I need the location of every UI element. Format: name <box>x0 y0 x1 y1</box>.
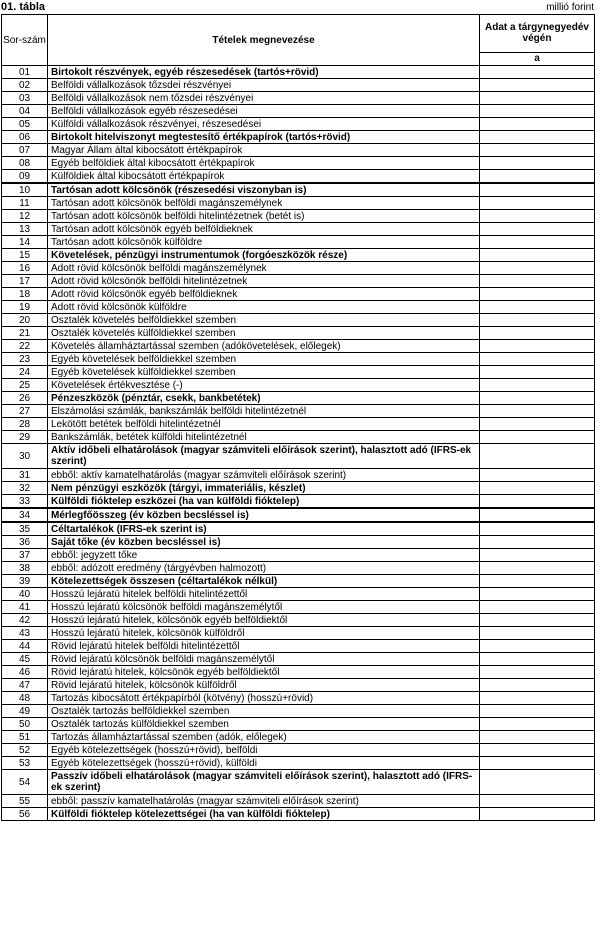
table-row <box>2 131 595 144</box>
row-number: 23 <box>2 353 48 366</box>
table-row <box>2 795 595 808</box>
value-cell[interactable] <box>480 666 595 679</box>
row-number: 19 <box>2 301 48 314</box>
row-label: Egyéb követelések belföldiekkel szemben <box>48 353 480 366</box>
row-label: Rövid lejáratú hitelek, kölcsönök egyéb belföldiektől <box>48 666 480 679</box>
row-number: 15 <box>2 249 48 262</box>
value-cell[interactable] <box>480 640 595 653</box>
table-row <box>2 495 595 509</box>
row-number: 12 <box>2 210 48 223</box>
value-cell[interactable] <box>480 379 595 392</box>
row-label: Céltartalékok (IFRS-ek szerint is) <box>48 522 480 536</box>
row-number: 20 <box>2 314 48 327</box>
value-cell[interactable] <box>480 275 595 288</box>
value-cell[interactable] <box>480 301 595 314</box>
table-row <box>2 157 595 170</box>
row-number: 06 <box>2 131 48 144</box>
row-label: Külföldiek által kibocsátott értékpapírok <box>48 170 480 184</box>
table-row <box>2 653 595 666</box>
row-label: Mérlegfőösszeg (év közben becsléssel is) <box>48 508 480 522</box>
value-cell[interactable] <box>480 366 595 379</box>
value-cell[interactable] <box>480 405 595 418</box>
row-number: 18 <box>2 288 48 301</box>
value-cell[interactable] <box>480 288 595 301</box>
unit-label: millió forint <box>546 2 594 13</box>
table-row <box>2 536 595 549</box>
table-row <box>2 340 595 353</box>
row-number: 31 <box>2 469 48 482</box>
row-number: 02 <box>2 79 48 92</box>
form-table <box>1 14 595 821</box>
table-row <box>2 379 595 392</box>
row-number: 04 <box>2 105 48 118</box>
row-label: Hosszú lejáratú kölcsönök belföldi magánszemélytől <box>48 601 480 614</box>
value-cell[interactable] <box>480 770 595 795</box>
row-label: Tartósan adott kölcsönök egyéb belföldieknek <box>48 223 480 236</box>
row-number: 56 <box>2 808 48 821</box>
value-cell[interactable] <box>480 795 595 808</box>
row-number: 30 <box>2 444 48 469</box>
row-label: Kötelezettségek összesen (céltartalékok nélkül) <box>48 575 480 588</box>
value-cell[interactable] <box>480 601 595 614</box>
value-cell[interactable] <box>480 431 595 444</box>
value-cell[interactable] <box>480 469 595 482</box>
table-row <box>2 692 595 705</box>
col-header-value: Adat a tárgynegyedév végén <box>480 15 595 53</box>
table-row <box>2 92 595 105</box>
row-number: 54 <box>2 770 48 795</box>
row-label: Tartozás államháztartással szemben (adók, előlegek) <box>48 731 480 744</box>
row-label: Adott rövid kölcsönök külföldre <box>48 301 480 314</box>
value-cell[interactable] <box>480 327 595 340</box>
value-cell[interactable] <box>480 223 595 236</box>
row-label: Elszámolási számlák, bankszámlák belföldi hitelintézetnél <box>48 405 480 418</box>
row-number: 52 <box>2 744 48 757</box>
table-row <box>2 353 595 366</box>
row-label: Osztalék tartozás belföldiekkel szemben <box>48 705 480 718</box>
value-cell[interactable] <box>480 575 595 588</box>
value-cell[interactable] <box>480 536 595 549</box>
table-row <box>2 275 595 288</box>
row-number: 37 <box>2 549 48 562</box>
row-label: Külföldi fióktelep kötelezettségei (ha van külföldi fióktelep) <box>48 808 480 821</box>
row-label: Tartósan adott kölcsönök külföldre <box>48 236 480 249</box>
value-cell[interactable] <box>480 562 595 575</box>
table-row <box>2 418 595 431</box>
value-cell[interactable] <box>480 718 595 731</box>
table-row <box>2 718 595 731</box>
row-label: Birtokolt részvények, egyéb részesedések (tartós+rövid) <box>48 66 480 79</box>
table-row <box>2 705 595 718</box>
value-cell[interactable] <box>480 495 595 509</box>
value-cell[interactable] <box>480 744 595 757</box>
table-row <box>2 679 595 692</box>
col-header-title: Tételek megnevezése <box>48 15 480 66</box>
row-number: 39 <box>2 575 48 588</box>
row-number: 21 <box>2 327 48 340</box>
value-cell[interactable] <box>480 588 595 601</box>
table-row <box>2 366 595 379</box>
value-cell[interactable] <box>480 314 595 327</box>
row-number: 34 <box>2 508 48 522</box>
value-cell[interactable] <box>480 627 595 640</box>
row-label: Nem pénzügyi eszközök (tárgyi, immateriális, készlet) <box>48 482 480 495</box>
row-label: Hosszú lejáratú hitelek, kölcsönök külföldről <box>48 627 480 640</box>
value-cell[interactable] <box>480 392 595 405</box>
row-label: Rövid lejáratú kölcsönök belföldi magánszemélytől <box>48 653 480 666</box>
table-row <box>2 170 595 184</box>
row-number: 22 <box>2 340 48 353</box>
table-row <box>2 575 595 588</box>
table-row <box>2 431 595 444</box>
row-number: 46 <box>2 666 48 679</box>
table-row <box>2 144 595 157</box>
row-label: Egyéb kötelezettségek (hosszú+rövid), külföldi <box>48 757 480 770</box>
row-number: 29 <box>2 431 48 444</box>
row-label: Belföldi vállalkozások tőzsdei részvényei <box>48 79 480 92</box>
value-cell[interactable] <box>480 183 595 197</box>
form-top-bar <box>0 0 596 14</box>
row-number: 10 <box>2 183 48 197</box>
row-label: Osztalék követelés külföldiekkel szemben <box>48 327 480 340</box>
value-cell[interactable] <box>480 118 595 131</box>
value-cell[interactable] <box>480 249 595 262</box>
value-cell[interactable] <box>480 808 595 821</box>
row-number: 41 <box>2 601 48 614</box>
value-cell[interactable] <box>480 340 595 353</box>
value-cell[interactable] <box>480 731 595 744</box>
value-cell[interactable] <box>480 705 595 718</box>
value-cell[interactable] <box>480 131 595 144</box>
row-number: 08 <box>2 157 48 170</box>
row-label: Külföldi fióktelep eszközei (ha van külföldi fióktelep) <box>48 495 480 509</box>
table-row <box>2 288 595 301</box>
table-row <box>2 469 595 482</box>
row-label: Saját tőke (év közben becsléssel is) <box>48 536 480 549</box>
row-number: 51 <box>2 731 48 744</box>
value-cell[interactable] <box>480 653 595 666</box>
table-row <box>2 118 595 131</box>
value-cell[interactable] <box>480 144 595 157</box>
table-row <box>2 262 595 275</box>
row-label: Magyar Állam által kibocsátott értékpapírok <box>48 144 480 157</box>
row-label: Rövid lejáratú hitelek belföldi hitelintézettől <box>48 640 480 653</box>
row-label: Adott rövid kölcsönök egyéb belföldieknek <box>48 288 480 301</box>
row-label: Tartósan adott kölcsönök (részesedési viszonyban is) <box>48 183 480 197</box>
row-number: 38 <box>2 562 48 575</box>
value-cell[interactable] <box>480 692 595 705</box>
row-number: 27 <box>2 405 48 418</box>
row-number: 48 <box>2 692 48 705</box>
table-row <box>2 666 595 679</box>
value-cell[interactable] <box>480 549 595 562</box>
row-number: 28 <box>2 418 48 431</box>
row-label: Belföldi vállalkozások nem tőzsdei részvényei <box>48 92 480 105</box>
row-label: Aktív időbeli elhatárolások (magyar számviteli előírások szerint), halasztott adó (IFRS-ek szerint) <box>48 444 480 469</box>
row-number: 40 <box>2 588 48 601</box>
row-label: Követelések, pénzügyi instrumentumok (forgóeszközök része) <box>48 249 480 262</box>
table-row <box>2 327 595 340</box>
header-row <box>2 15 595 53</box>
row-number: 26 <box>2 392 48 405</box>
row-number: 11 <box>2 197 48 210</box>
row-label: Tartósan adott kölcsönök belföldi hitelintézetnek (betét is) <box>48 210 480 223</box>
row-label: Birtokolt hitelviszonyt megtestesítő értékpapírok (tartós+rövid) <box>48 131 480 144</box>
table-row <box>2 627 595 640</box>
row-number: 32 <box>2 482 48 495</box>
row-number: 01 <box>2 66 48 79</box>
row-number: 16 <box>2 262 48 275</box>
value-cell[interactable] <box>480 210 595 223</box>
table-row <box>2 197 595 210</box>
table-row <box>2 508 595 522</box>
row-number: 35 <box>2 522 48 536</box>
table-row <box>2 392 595 405</box>
value-cell[interactable] <box>480 66 595 79</box>
table-row <box>2 236 595 249</box>
table-id: 01. tábla <box>1 1 46 13</box>
row-label: Adott rövid kölcsönök belföldi magánszemélynek <box>48 262 480 275</box>
row-label: Rövid lejáratú hitelek, kölcsönök külföldről <box>48 679 480 692</box>
row-label: Egyéb belföldiek által kibocsátott értékpapírok <box>48 157 480 170</box>
table-row <box>2 314 595 327</box>
col-header-num: Sor-szám <box>2 15 48 66</box>
row-label: Követelések értékvesztése (-) <box>48 379 480 392</box>
table-row <box>2 210 595 223</box>
table-row <box>2 757 595 770</box>
row-number: 44 <box>2 640 48 653</box>
table-row <box>2 601 595 614</box>
row-number: 49 <box>2 705 48 718</box>
row-number: 55 <box>2 795 48 808</box>
row-label: Egyéb kötelezettségek (hosszú+rövid), belföldi <box>48 744 480 757</box>
row-label: ebből: adózott eredmény (tárgyévben halmozott) <box>48 562 480 575</box>
row-number: 03 <box>2 92 48 105</box>
row-number: 14 <box>2 236 48 249</box>
row-number: 13 <box>2 223 48 236</box>
row-label: Adott rövid kölcsönök belföldi hitelintézetnek <box>48 275 480 288</box>
table-row <box>2 562 595 575</box>
table-row <box>2 444 595 469</box>
table-row <box>2 640 595 653</box>
value-cell[interactable] <box>480 262 595 275</box>
row-number: 45 <box>2 653 48 666</box>
row-number: 43 <box>2 627 48 640</box>
table-row <box>2 79 595 92</box>
table-row <box>2 744 595 757</box>
row-number: 25 <box>2 379 48 392</box>
row-label: Passzív időbeli elhatárolások (magyar számviteli előírások szerint), halasztott adó (IFRS-ek szerint) <box>48 770 480 795</box>
table-row <box>2 808 595 821</box>
value-cell[interactable] <box>480 79 595 92</box>
row-label: Osztalék tartozás külföldiekkel szemben <box>48 718 480 731</box>
value-cell[interactable] <box>480 508 595 522</box>
row-number: 47 <box>2 679 48 692</box>
col-header-value-code: a <box>480 52 595 65</box>
row-number: 24 <box>2 366 48 379</box>
value-cell[interactable] <box>480 418 595 431</box>
table-row <box>2 482 595 495</box>
row-label: Tartozás kibocsátott értékpapírból (kötvény) (hosszú+rövid) <box>48 692 480 705</box>
row-label: Követelés államháztartással szemben (adókövetelések, előlegek) <box>48 340 480 353</box>
value-cell[interactable] <box>480 105 595 118</box>
value-cell[interactable] <box>480 170 595 184</box>
row-number: 53 <box>2 757 48 770</box>
value-cell[interactable] <box>480 522 595 536</box>
table-row <box>2 301 595 314</box>
table-row <box>2 183 595 197</box>
value-cell[interactable] <box>480 757 595 770</box>
row-number: 05 <box>2 118 48 131</box>
row-number: 17 <box>2 275 48 288</box>
row-number: 36 <box>2 536 48 549</box>
row-label: Pénzeszközök (pénztár, csekk, bankbetétek) <box>48 392 480 405</box>
table-row <box>2 405 595 418</box>
value-cell[interactable] <box>480 444 595 469</box>
row-number: 09 <box>2 170 48 184</box>
value-cell[interactable] <box>480 92 595 105</box>
row-number: 42 <box>2 614 48 627</box>
row-label: Külföldi vállalkozások részvényei, részesedései <box>48 118 480 131</box>
row-label: Tartósan adott kölcsönök belföldi magánszemélynek <box>48 197 480 210</box>
value-cell[interactable] <box>480 679 595 692</box>
table-row <box>2 731 595 744</box>
value-cell[interactable] <box>480 614 595 627</box>
table-row <box>2 770 595 795</box>
table-row <box>2 223 595 236</box>
table-row <box>2 66 595 79</box>
row-label: Hosszú lejáratú hitelek, kölcsönök egyéb belföldiektől <box>48 614 480 627</box>
table-row <box>2 614 595 627</box>
row-number: 50 <box>2 718 48 731</box>
row-number: 07 <box>2 144 48 157</box>
value-cell[interactable] <box>480 236 595 249</box>
row-label: Lekötött betétek belföldi hitelintézetnél <box>48 418 480 431</box>
value-cell[interactable] <box>480 157 595 170</box>
table-row <box>2 549 595 562</box>
value-cell[interactable] <box>480 197 595 210</box>
row-label: Hosszú lejáratú hitelek belföldi hitelintézettől <box>48 588 480 601</box>
table-row <box>2 588 595 601</box>
row-label: ebből: aktív kamatelhatárolás (magyar számviteli előírások szerint) <box>48 469 480 482</box>
row-label: Egyéb követelések külföldiekkel szemben <box>48 366 480 379</box>
row-number: 33 <box>2 495 48 509</box>
table-row <box>2 522 595 536</box>
row-label: ebből: jegyzett tőke <box>48 549 480 562</box>
table-row <box>2 249 595 262</box>
row-label: Bankszámlák, betétek külföldi hitelintézetnél <box>48 431 480 444</box>
row-label: Belföldi vállalkozások egyéb részesedései <box>48 105 480 118</box>
table-row <box>2 105 595 118</box>
row-label: Osztalék követelés belföldiekkel szemben <box>48 314 480 327</box>
value-cell[interactable] <box>480 482 595 495</box>
row-label: ebből: passzív kamatelhatárolás (magyar számviteli előírások szerint) <box>48 795 480 808</box>
value-cell[interactable] <box>480 353 595 366</box>
